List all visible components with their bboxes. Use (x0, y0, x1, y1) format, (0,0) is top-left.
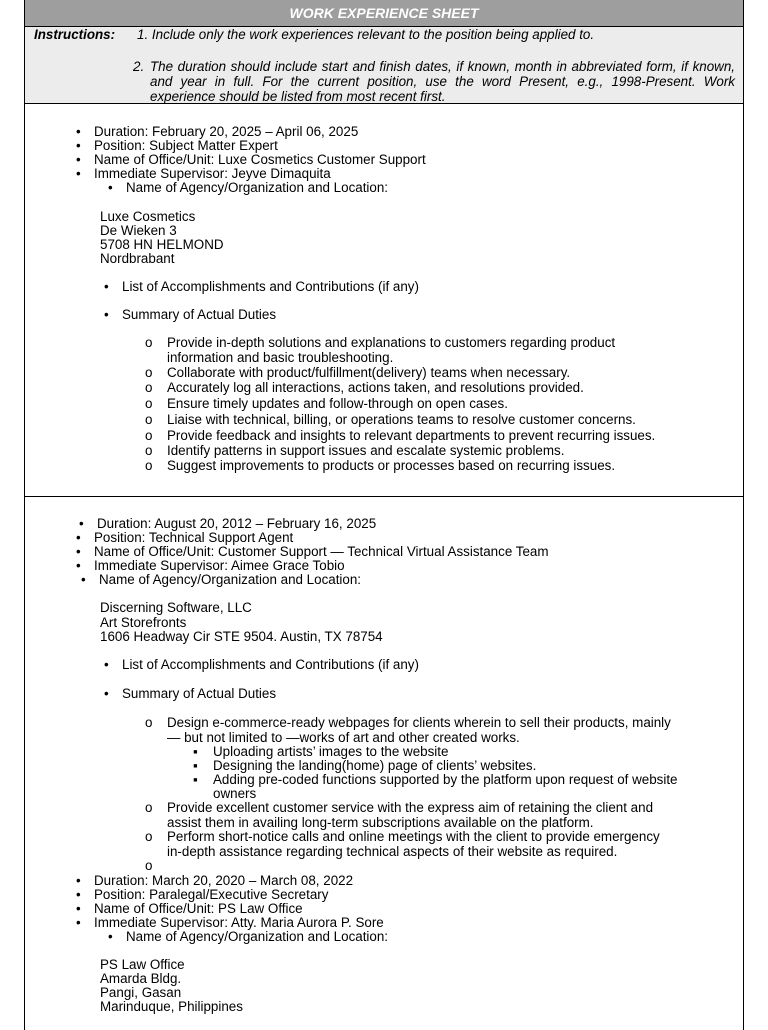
duties-label: • Summary of Actual Duties (122, 687, 276, 701)
entry-position: • Position: Technical Support Agent (94, 531, 293, 545)
agency-line: Marinduque, Philippines (100, 999, 243, 1014)
work-experience-sheet (24, 0, 744, 1030)
entry-supervisor: • Immediate Supervisor: Jeyve Dimaquita (94, 167, 331, 181)
entry-duration: • Duration: August 20, 2012 – February 16, 2025 (97, 517, 376, 531)
entry-duration: • Duration: March 20, 2020 – March 08, 2022 (94, 874, 353, 888)
entry-position: • Position: Paralegal/Executive Secretary (94, 888, 328, 902)
duty-item: o Provide in-depth solutions and explanations to customers regarding product (167, 336, 615, 350)
accomplishments-label: • List of Accomplishments and Contributions (if any) (122, 658, 419, 672)
duty-item: o Provide excellent customer service with the express aim of retaining the client and (167, 801, 653, 815)
instructions-box (25, 27, 743, 104)
entry-supervisor: • Immediate Supervisor: Atty. Maria Aurora P. Sore (94, 916, 384, 930)
agency-line: Pangi, Gasan (100, 985, 182, 1000)
sub-duty-item: ▪ Uploading artists’ images to the website (213, 745, 448, 759)
agency-line: Discerning Software, LLC (100, 600, 252, 615)
work-entry-1 (25, 104, 743, 497)
duty-item: o Perform short-notice calls and online meetings with the client to provide emergency (167, 830, 660, 844)
entry-agency-label: • Name of Agency/Organization and Location: (126, 181, 388, 195)
agency-line: Nordbrabant (100, 251, 175, 266)
entry-position: • Position: Subject Matter Expert (94, 139, 278, 153)
agency-line: Luxe Cosmetics (100, 209, 196, 224)
work-entry-2 (25, 497, 743, 1027)
entry-office: • Name of Office/Unit: Luxe Cosmetics Customer Support (94, 153, 426, 167)
agency-line: De Wieken 3 (100, 223, 177, 238)
duty-item: o Accurately log all interactions, actions taken, and resolutions provided. (167, 381, 584, 395)
duty-item-cont: information and basic troubleshooting. (167, 350, 394, 365)
duty-item-cont: — but not limited to —works of art and other created works. (167, 730, 520, 745)
agency-line: PS Law Office (100, 957, 185, 972)
agency-line: 1606 Headway Cir STE 9504. Austin, TX 78754 (100, 629, 383, 644)
duty-item: o Identify patterns in support issues and escalate systemic problems. (167, 444, 564, 458)
duty-item: o Provide feedback and insights to relevant departments to prevent recurring issues. (167, 429, 655, 443)
accomplishments-label: • List of Accomplishments and Contributions (if any) (122, 280, 419, 294)
duty-item: o Ensure timely updates and follow-through on open cases. (167, 397, 508, 411)
instruction-1: 1. Include only the work experiences relevant to the position being applied to. (137, 27, 595, 42)
duty-item: o Suggest improvements to products or processes based on recurring issues. (167, 459, 615, 473)
entry-office: • Name of Office/Unit: PS Law Office (94, 902, 303, 916)
duty-item: o Liaise with technical, billing, or operations teams to resolve customer concerns. (167, 413, 636, 427)
duty-item-cont: in-depth assistance regarding technical aspects of their website as required. (167, 844, 618, 859)
agency-line: Art Storefronts (100, 615, 187, 630)
instruction-2: 2. The duration should include start and finish dates, if known, month in abbreviated form, if known, and year in full. For the current position, use the word Present, e.g., 1998-Present. Work experience should be listed from most recent first. (133, 59, 735, 104)
sub-duty-item-cont: owners (213, 786, 257, 801)
duties-label: • Summary of Actual Duties (122, 308, 276, 322)
sheet-title: WORK EXPERIENCE SHEET (25, 0, 743, 27)
duty-item-cont: assist them in availing long-term subscriptions available on the platform. (167, 815, 594, 830)
sub-duty-item: ▪ Adding pre-coded functions supported by the platform upon request of website (213, 773, 678, 787)
entry-office: • Name of Office/Unit: Customer Support — Technical Virtual Assistance Team (94, 545, 549, 559)
entry-supervisor: • Immediate Supervisor: Aimee Grace Tobio (94, 559, 345, 573)
entry-agency-label: • Name of Agency/Organization and Location: (99, 573, 361, 587)
agency-line: 5708 HN HELMOND (100, 237, 224, 252)
agency-line: Amarda Bldg. (100, 971, 182, 986)
sub-duty-item: ▪ Designing the landing(home) page of clients’ websites. (213, 759, 536, 773)
duty-item: o Design e-commerce-ready webpages for clients wherein to sell their products, mainly (167, 716, 671, 730)
duty-item: o Collaborate with product/fulfillment(delivery) teams when necessary. (167, 366, 570, 380)
entry-agency-label: • Name of Agency/Organization and Location: (126, 930, 388, 944)
entry-duration: • Duration: February 20, 2025 – April 06, 2025 (94, 125, 358, 139)
instructions-label: Instructions: (34, 27, 116, 42)
